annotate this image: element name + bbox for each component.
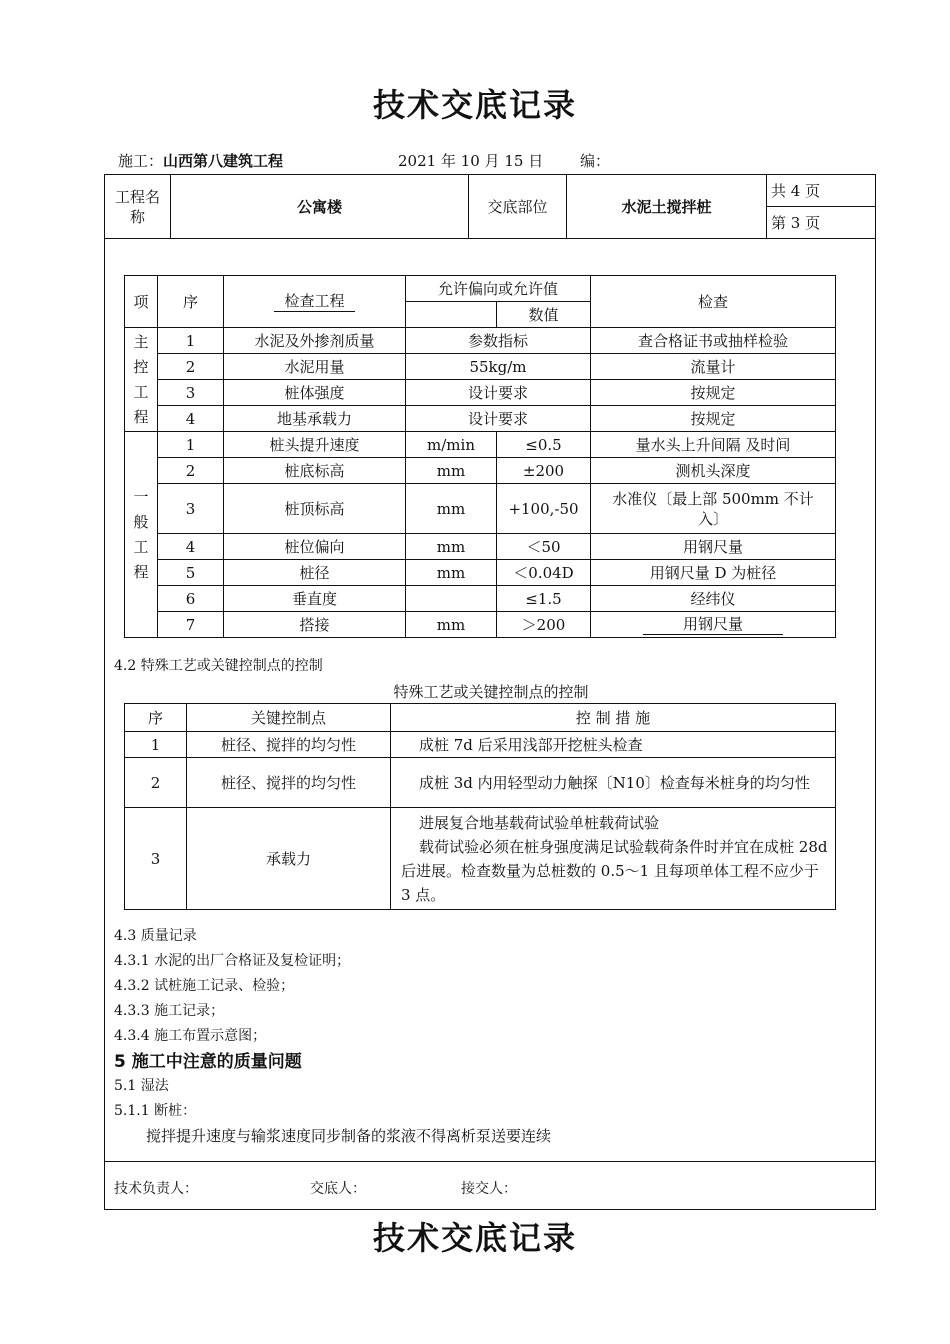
meta-line [118, 150, 611, 171]
section-5-title: 5 施工中注意的质量问题 [114, 1052, 302, 1072]
cell-name: 桩头提升速度 [224, 432, 406, 458]
group-main-label: 主 控 工 程 [133, 332, 149, 426]
section-5-1: 5.1 湿法 [114, 1078, 169, 1094]
cell-seq: 1 [158, 432, 224, 458]
total-pages: 共 4 页 [767, 175, 876, 207]
control-table [124, 703, 836, 910]
group-general [125, 432, 158, 638]
cell-seq: 2 [158, 458, 224, 484]
section-4-2: 4.2 特殊工艺或关键控制点的控制 [114, 658, 323, 674]
section-5-1-1: 5.1.1 断桩： [114, 1103, 197, 1119]
cell-seq: 3 [158, 484, 224, 534]
cell-unit: mm [406, 534, 497, 560]
cell-value: +100,-50 [497, 484, 591, 534]
section-4-3-item: 4.3.2 试桩施工记录、检验； [114, 978, 295, 994]
cell-method: 按规定 [591, 380, 836, 406]
col-check-item [224, 276, 406, 328]
cell-method: 量水头上升间隔 及时间 [591, 432, 836, 458]
cell-seq: 1 [125, 732, 187, 758]
section-5-text: 搅拌提升速度与输浆速度同步制备的浆液不得离析泵送要连续 [146, 1127, 552, 1145]
cell-method: 流量计 [591, 354, 836, 380]
section-4-3-item: 4.3.3 施工记录； [114, 1003, 225, 1019]
part-label: 交底部位 [469, 175, 567, 239]
cell-measure: 成桩 7d 后采用浅部开挖桩头检查 [391, 732, 836, 758]
table-row [125, 758, 836, 808]
project-name: 公寓楼 [171, 175, 469, 239]
cell-seq: 4 [158, 534, 224, 560]
col-unit [406, 302, 497, 328]
col-value: 数值 [497, 302, 591, 328]
construction-unit: 山西第八建筑工程 [163, 152, 284, 170]
cell-allow: 设计要求 [406, 406, 591, 432]
page-title: 技术交底记录 [372, 86, 577, 124]
page-title-next: 技术交底记录 [372, 1219, 577, 1257]
cell-name: 搭接 [224, 612, 406, 638]
cell-name: 水泥用量 [224, 354, 406, 380]
cell-seq: 2 [158, 354, 224, 380]
table-row [125, 458, 836, 484]
cell-method: 测机头深度 [591, 458, 836, 484]
cell-method: 查合格证书或抽样检验 [591, 328, 836, 354]
cell-measure: 成桩 3d 内用轻型动力触探〔N10〕检查每米桩身的均匀性 [391, 758, 836, 808]
cell-seq: 5 [158, 560, 224, 586]
code-label: 编： [580, 152, 611, 170]
cell-value: ≤0.5 [497, 432, 591, 458]
cell-name: 垂直度 [224, 586, 406, 612]
cell-name: 桩底标高 [224, 458, 406, 484]
cell-method: 经纬仪 [591, 586, 836, 612]
receiver-label: 接交人： [461, 1181, 517, 1197]
cell-allow: 55kg/m [406, 354, 591, 380]
group-general-label: 一 般 工 程 [133, 487, 149, 581]
signature-row [105, 1161, 875, 1210]
cell-allow: 设计要求 [406, 380, 591, 406]
tech-lead-label: 技术负责人： [114, 1181, 198, 1197]
cell-point: 承载力 [187, 808, 391, 910]
control-table-caption: 特殊工艺或关键控制点的控制 [393, 683, 589, 701]
cell-point: 桩径、搅拌的均匀性 [187, 758, 391, 808]
table-row [125, 534, 836, 560]
table-row [125, 354, 836, 380]
table-row [125, 406, 836, 432]
cell-seq: 4 [158, 406, 224, 432]
cell-seq: 3 [158, 380, 224, 406]
table-row [125, 328, 836, 354]
cell-measure [391, 808, 836, 910]
table-row [125, 612, 836, 638]
cell-unit: mm [406, 484, 497, 534]
col-seq: 序 [125, 704, 187, 732]
cell-method: 用钢尺量 [591, 534, 836, 560]
cell-value: ≤1.5 [497, 586, 591, 612]
header-table [104, 174, 876, 239]
page-number: 第 3 页 [767, 207, 876, 239]
section-4-3-item: 4.3.4 施工布置示意图； [114, 1028, 267, 1044]
cell-seq: 7 [158, 612, 224, 638]
table-row [125, 484, 836, 534]
cell-method-label: 用钢尺量 [643, 614, 783, 635]
construction-label: 施工： [118, 152, 164, 170]
measure-line-1: 进展复合地基载荷试验单桩载荷试验 [419, 813, 660, 832]
col-check-item-label: 检查工程 [274, 291, 354, 312]
cell-unit: m/min [406, 432, 497, 458]
col-method: 检查 [591, 276, 836, 328]
table-row [125, 808, 836, 910]
cell-method: 水准仪〔最上部 500mm 不计入〕 [591, 484, 836, 534]
part-name: 水泥土搅拌桩 [567, 175, 767, 239]
section-4-3-title: 4.3 质量记录 [114, 928, 197, 944]
cell-seq: 6 [158, 586, 224, 612]
cell-name: 桩体强度 [224, 380, 406, 406]
cell-allow: 参数指标 [406, 328, 591, 354]
cell-unit: mm [406, 612, 497, 638]
col-seq: 序 [158, 276, 224, 328]
cell-method [591, 612, 836, 638]
cell-value: ±200 [497, 458, 591, 484]
cell-value: ＜50 [497, 534, 591, 560]
cell-value: ＜0.04D [497, 560, 591, 586]
table-row [125, 432, 836, 458]
cell-name: 桩顶标高 [224, 484, 406, 534]
col-point: 关键控制点 [187, 704, 391, 732]
col-item: 项 [125, 276, 158, 328]
date: 2021 年 10 月 15 日 [398, 152, 544, 170]
cell-point: 桩径、搅拌的均匀性 [187, 732, 391, 758]
section-4-3-item: 4.3.1 水泥的出厂合格证及复检证明； [114, 953, 351, 969]
record-frame [104, 174, 876, 1210]
project-label: 工程名称 [105, 175, 171, 239]
cell-method: 按规定 [591, 406, 836, 432]
cell-seq: 3 [125, 808, 187, 910]
cell-name: 水泥及外掺剂质量 [224, 328, 406, 354]
cell-name: 地基承载力 [224, 406, 406, 432]
table-row [125, 732, 836, 758]
cell-unit: mm [406, 458, 497, 484]
group-main [125, 328, 158, 432]
cell-name: 桩径 [224, 560, 406, 586]
cell-unit [406, 586, 497, 612]
cell-seq: 1 [158, 328, 224, 354]
cell-name: 桩位偏向 [224, 534, 406, 560]
measure-line-2: 载荷试验必须在桩身强度满足试验载荷条件时并宜在成桩 28d 后进展。检查数量为总桩数的 0.5～1 且每项单体工程不应少于 3 点。 [401, 837, 828, 904]
cell-value: ＞200 [497, 612, 591, 638]
inspection-table [124, 275, 836, 638]
cell-method: 用钢尺量 D 为桩径 [591, 560, 836, 586]
table-row [125, 560, 836, 586]
presenter-label: 交底人： [310, 1181, 366, 1197]
cell-unit: mm [406, 560, 497, 586]
table-row [125, 380, 836, 406]
col-measure: 控 制 措 施 [391, 704, 836, 732]
cell-seq: 2 [125, 758, 187, 808]
col-tolerance: 允许偏向或允许值 [406, 276, 591, 302]
table-row [125, 586, 836, 612]
